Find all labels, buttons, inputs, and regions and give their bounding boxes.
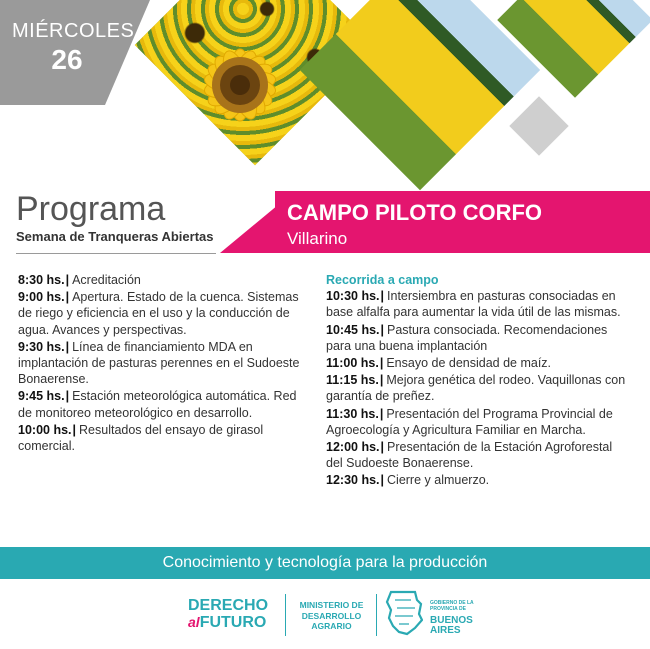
- schedule-item: 8:30 hs.| Acreditación: [18, 273, 141, 287]
- slogan-text: Conocimiento y tecnología para la producción: [162, 554, 488, 571]
- page-subtitle: Semana de Tranqueras Abiertas: [16, 229, 214, 244]
- ministerio-logo: MINISTERIO DE DESARROLLO AGRARIO: [299, 600, 364, 631]
- derecho-al-futuro-logo: DERECHO alFUTURO: [188, 597, 269, 631]
- buenos-aires-logo-text: BUENOS AIRES: [430, 615, 473, 636]
- decorative-grey-diamond: [509, 96, 568, 155]
- schedule-right: [326, 272, 626, 490]
- gobierno-logo-text: GOBIERNO DE LA PROVINCIA DE: [430, 600, 474, 612]
- venue-name: CAMPO PILOTO CORFO: [287, 200, 543, 225]
- day-name: MIÉRCOLES: [12, 20, 135, 42]
- schedule-item: 11:15 hs.| Mejora genética del rodeo. Vaquillonas con garantía de preñez.: [326, 373, 626, 404]
- schedule-item: 11:00 hs.| Ensayo de densidad de maíz.: [326, 356, 552, 371]
- field-tour-heading: Recorrida a campo: [326, 273, 439, 287]
- schedule-item: 10:45 hs.| Pastura consociada. Recomendaciones para una buena implantación: [326, 322, 608, 353]
- page-title: Programa: [16, 190, 166, 228]
- sunflower-icon: [165, 10, 315, 160]
- schedule-item: 9:00 hs.| Apertura. Estado de la cuenca. Sistemas de riego y eficiencia en el uso y la conducción de agua. Avances y perspectivas.: [18, 290, 299, 337]
- schedule-item: 9:30 hs.| Línea de financiamiento MDA en implantación de pasturas perennes en el Sudoeste Bonaerense.: [18, 339, 300, 387]
- title-divider: [16, 253, 216, 254]
- schedule-left: [18, 272, 303, 455]
- schedule-item: 9:45 hs.| Estación meteorológica automática. Red de monitoreo meteorológico en desarrollo.: [18, 389, 297, 420]
- buenos-aires-map-icon: [385, 590, 423, 636]
- logo-divider: [376, 594, 377, 636]
- schedule-item: 11:30 hs.| Presentación del Programa Provincial de Agroecología y Agricultura Familiar en Marcha.: [326, 406, 613, 437]
- schedule-item: 12:30 hs.| Cierre y almuerzo.: [326, 473, 490, 488]
- schedule-item: 12:00 hs.| Presentación de la Estación Agroforestal del Sudoeste Bonaerense.: [326, 440, 613, 471]
- schedule-item: 10:30 hs.| Intersiembra en pasturas consociadas en base alfalfa para aumentar la vida útil de las mismas.: [326, 289, 621, 320]
- schedule-item: 10:00 hs.| Resultados del ensayo de girasol comercial.: [18, 422, 264, 454]
- day-number: 26: [51, 44, 83, 75]
- logo-divider: [285, 594, 286, 636]
- venue-region: Villarino: [287, 229, 348, 248]
